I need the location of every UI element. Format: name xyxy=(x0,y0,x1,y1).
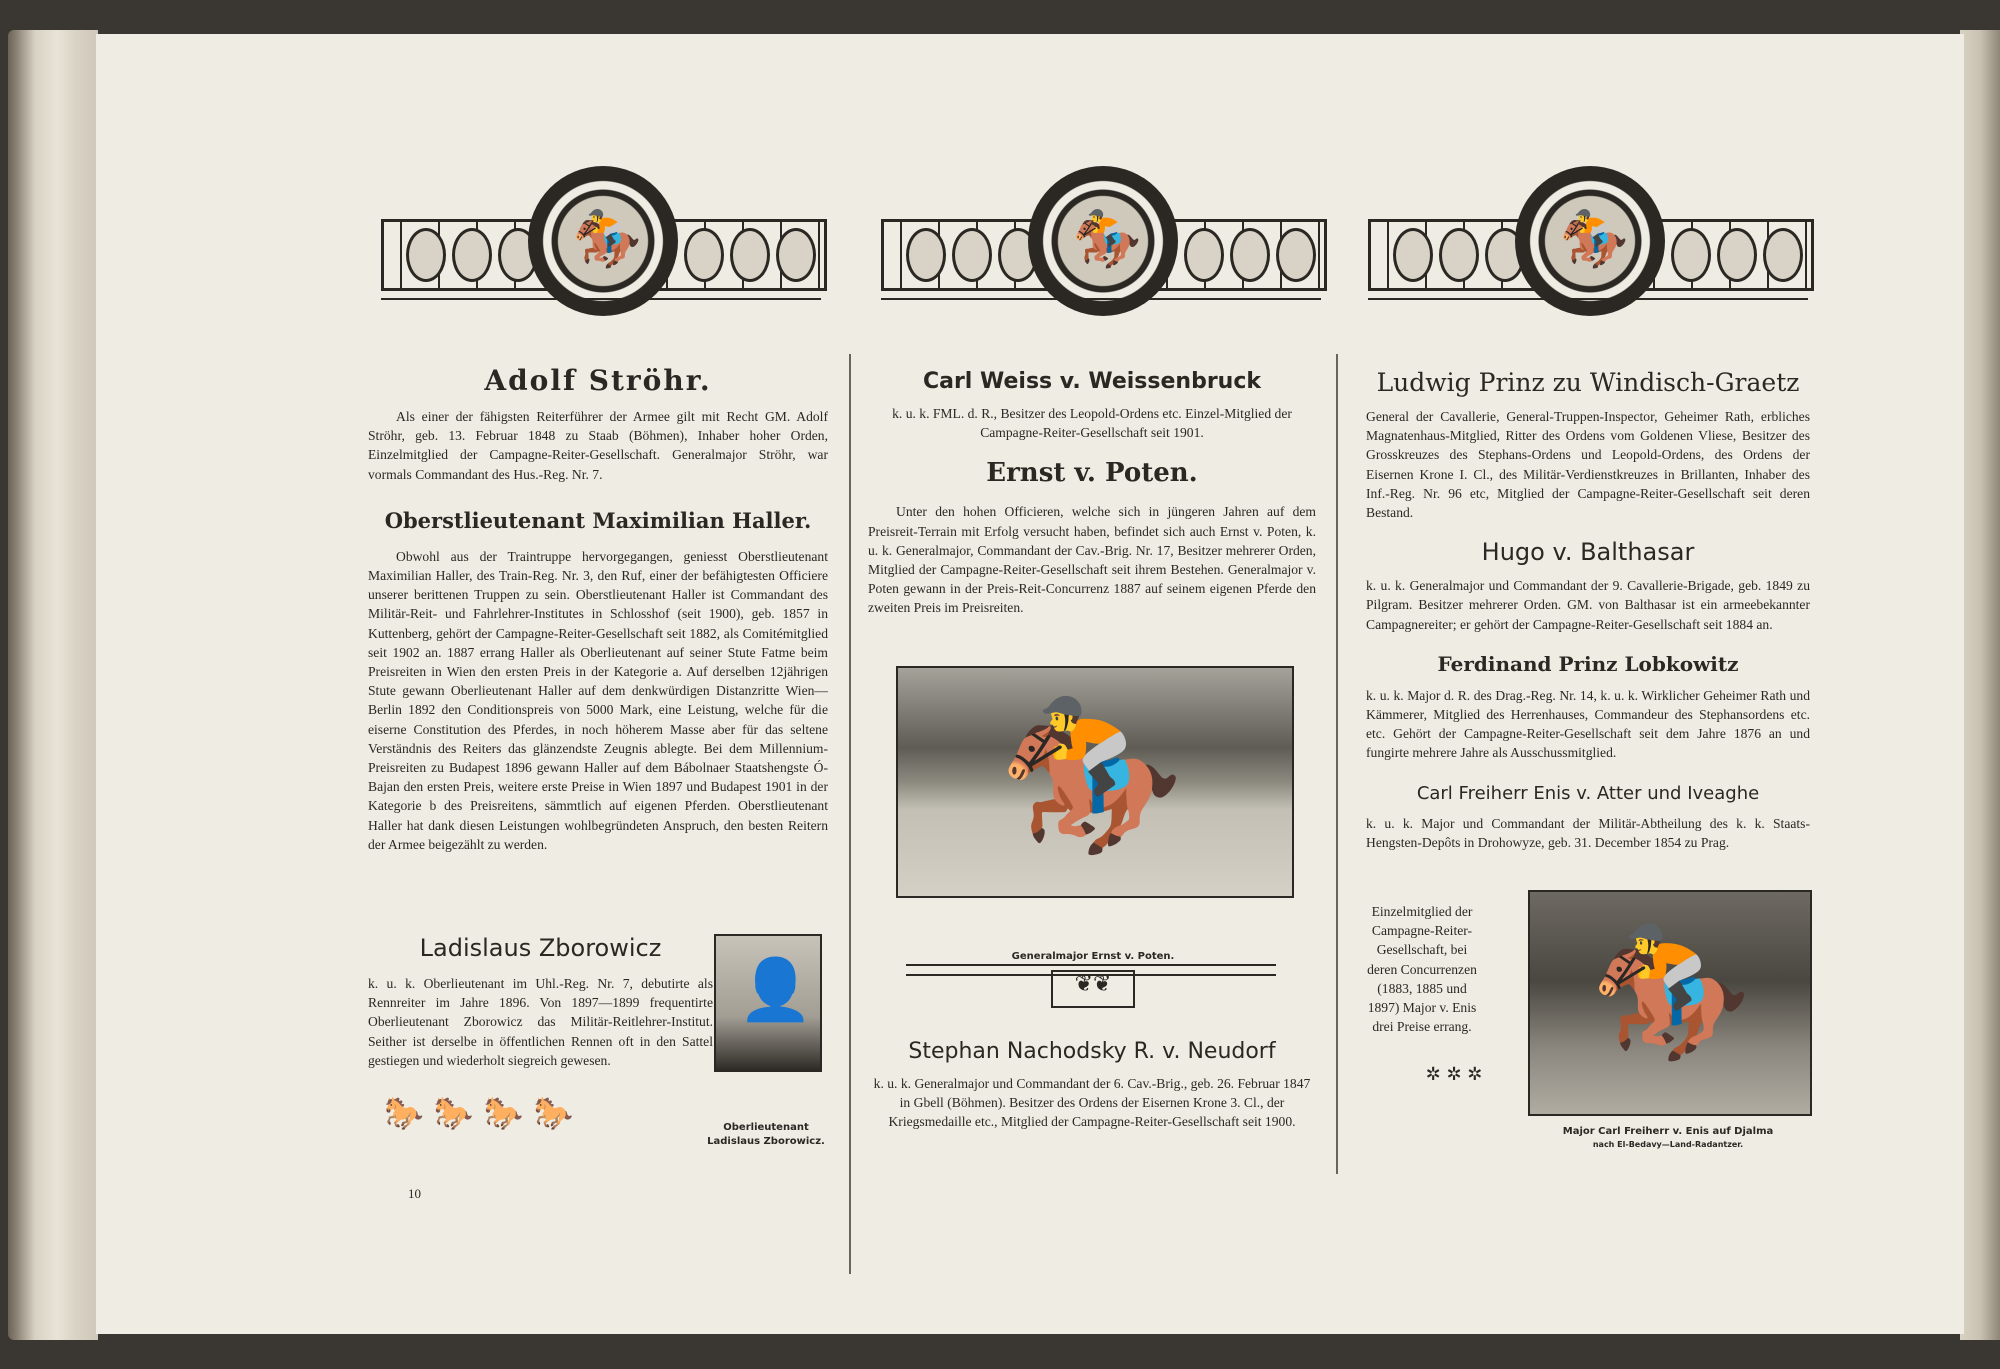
heading-maximilian-haller: Oberstlieutenant Maximilian Haller. xyxy=(384,507,812,533)
photo-carl-enis xyxy=(1528,890,1812,1116)
heading-stephan-nachodsky: Stephan Nachodsky R. v. Neudorf xyxy=(908,1039,1276,1064)
enis-side-text xyxy=(1366,902,1478,1036)
text-carl-enis-a: k. u. k. Major und Commandant der Militär-Abtheilung des k. k. Staats-Hengsten-Depôts in Drohowyze, geb. 31. December 1854 zu Prag. xyxy=(1366,815,1810,850)
header-ornament-1 xyxy=(381,207,827,291)
zborowicz-section xyxy=(368,934,713,1070)
column-2 xyxy=(868,369,1316,618)
heading-carl-enis: Carl Freiherr Enis v. Atter und Iveaghe xyxy=(1416,782,1760,804)
photo-zborowicz xyxy=(714,934,822,1072)
heading-ernst-poten: Ernst v. Poten. xyxy=(986,458,1198,489)
caption-zborowicz-1: Oberlieutenant xyxy=(723,1122,809,1133)
text-ernst-poten: Unter den hohen Officieren, welche sich in jüngeren Jahren auf dem Preisreit-Terrain mit Erfolg versucht haben, befindet sich auch Ernst v. Poten, k. u. k. Generalmajor, Commandant der Cav.-Brig. Nr. 17, Besitzer mehrerer Orden, Mitglied der Campagne-Reiter-Gesellschaft seit ihrem Bestehen. Generalmajor v. Poten gewann in der Preis-Reit-Concurrenz 1887 auf seinem eigenen Pferde den zweiten Preis im Preisreiten. xyxy=(868,504,1316,616)
portrait-icon: 👤 xyxy=(738,955,813,1025)
equestrian-crest-icon: 🏇 xyxy=(1515,166,1665,316)
horse-rider-icon: 🏇 xyxy=(998,689,1185,863)
leaf-ornament xyxy=(1051,970,1135,1008)
text-maximilian-haller: Obwohl aus der Traintruppe hervorgegangen, geniesst Oberstlieutenant Maximilian Haller, des Train-Reg. Nr. 3, den Ruf, einer der befähigtesten Officiere unserer berittenen Truppen zu sein. Oberstlieutenant Haller ist Commandant des Militär-Reit- und Fahrlehrer-Institutes in Schlosshof (seit 1900), geb. 1857 in Kuttenberg, gehört der Campagne-Reiter-Gesellschaft seit 1882, als Comitémitglied seit 1902 an. 1887 errang Haller als Oberlieutenant auf seiner Stute Fatme beim Preisreiten in Wien den ersten Preis in der Kategorie a. Auf derselben 12jährigen Stute gewann Oberlieutenant Haller auf dem denkwürdigen Distanzritte Wien—Berlin 1892 den Conditionspreis von 5000 Mark, eine Leistung, welche für die eiserne Constitution des Pferdes, in noch höherem Masse aber für das seltene Verständnis des Reiters das glänzendste Zeugnis ablegte. Bei dem Millennium-Preisreiten zu Budapest 1896 gewann Haller auf dem Bábolnaer Staatshengste Ó-Bajan den ersten Preis, weitere erste Preise in Wien 1897 und Budapest 1901 in der Kategorie b des Preisreitens, sämmtlich auf eigenen Pferden. Oberstlieutenant Haller hat dank diesen Leistungen wohlbegründeten Anspruch, den besten Reitern der Armee beigezählt zu werden. xyxy=(368,548,828,852)
leaf-icon: ❦ xyxy=(1093,972,1112,997)
horse-rider-icon: 🏇 xyxy=(1590,916,1752,1068)
book-page xyxy=(96,34,1964,1334)
heading-adolf-strohr: Adolf Ströhr. xyxy=(484,364,712,397)
nachodsky-section xyxy=(868,1039,1316,1132)
text-carl-enis-b: Einzelmitglied der Campagne-Reiter-Gesellschaft, bei deren Concurrenzen (1883, 1885 und 1897) Major v. Enis drei Preise errang. xyxy=(1367,904,1477,1035)
page-number: 10 xyxy=(408,1186,421,1201)
header-ornament-2 xyxy=(881,207,1327,291)
flower-icon: ✲ xyxy=(1425,1064,1441,1085)
column-1 xyxy=(368,364,828,854)
heading-carl-weiss: Carl Weiss v. Weissenbruck xyxy=(922,369,1262,394)
text-stephan-nachodsky: k. u. k. Generalmajor und Commandant der 6. Cav.-Brig., geb. 26. Februar 1847 in Gbell (Böhmen). Besitzer des Ordens der Eisernen Krone 3. Cl., der Kriegsmedaille etc., Mitglied der Campagne-Reiter-Gesellschaft seit 1900. xyxy=(873,1076,1311,1130)
text-adolf-strohr: Als einer der fähigsten Reiterführer der Armee gilt mit Recht GM. Adolf Ströhr, geb. 13. Februar 1848 zu Staab (Böhmen), Inhaber hoher Orden, Einzelmitglied der Campagne-Reiter-Gesellschaft. Generalmajor Ströhr, war vormals Commandant des Hus.-Reg. Nr. 7. xyxy=(368,409,828,482)
horses-frieze: 🐎🐎🐎🐎 xyxy=(384,1094,584,1132)
heading-ferdinand-lobkowitz: Ferdinand Prinz Lobkowitz xyxy=(1437,651,1739,676)
leaf-icon: ❦ xyxy=(1074,972,1093,997)
header-ornament-3 xyxy=(1368,207,1814,291)
column-divider-1 xyxy=(849,354,851,1274)
header-scroll-line-2 xyxy=(881,298,1321,300)
flower-icon: ✲ xyxy=(1467,1064,1483,1085)
flower-ornament xyxy=(1404,1064,1504,1092)
text-hugo-balthasar: k. u. k. Generalmajor und Commandant der 9. Cavallerie-Brigade, geb. 1849 zu Pilgram. Besitzer mehrerer Orden. GM. von Balthasar ist ein armeebekannter Campagnereiter; er gehört der Campagne-Reiter-Gesellschaft seit 1884 an. xyxy=(1366,578,1810,632)
heading-hugo-balthasar: Hugo v. Balthasar xyxy=(1481,538,1695,567)
equestrian-crest-icon: 🏇 xyxy=(528,166,678,316)
caption-ernst-poten: Generalmajor Ernst v. Poten. xyxy=(1011,951,1175,962)
text-carl-weiss: k. u. k. FML. d. R., Besitzer des Leopold-Ordens etc. Einzel-Mitglied der Campagne-Reiter-Gesellschaft seit 1901. xyxy=(892,406,1292,441)
header-scroll-line-3 xyxy=(1368,298,1808,300)
caption-carl-enis-1: Major Carl Freiherr v. Enis auf Djalma xyxy=(1562,1126,1774,1137)
caption-zborowicz-2: Ladislaus Zborowicz. xyxy=(707,1136,825,1147)
header-scroll-line-1 xyxy=(381,298,821,300)
text-ladislaus-zborowicz: k. u. k. Oberlieutenant im Uhl.-Reg. Nr. 7, debutirte als Rennreiter im Jahre 1896. Von 1897—1899 frequentirte Oberlieutenant Zborowicz das Militär-Reitlehrer-Institut. Seither ist derselbe in öffentlichen Rennen oft in den Sattel gestiegen und wiederholt siegreich gewesen. xyxy=(368,976,713,1068)
book-page-stack-right xyxy=(1960,30,2000,1340)
column-divider-2 xyxy=(1336,354,1338,1174)
column-3 xyxy=(1366,368,1810,852)
heading-ladislaus-zborowicz: Ladislaus Zborowicz xyxy=(419,934,662,962)
heading-ludwig-windisch-graetz: Ludwig Prinz zu Windisch-Graetz xyxy=(1376,368,1800,397)
book-page-stack-left xyxy=(8,30,98,1340)
text-ludwig-windisch-graetz: General der Cavallerie, General-Truppen-Inspector, Geheimer Rath, erbliches Magnatenhaus-Mitglied, Ritter des Ordens vom Goldenen Vliese, Besitzer des Grosskreuzes des Stephans-Ordens und Leopold-Ordens, des Ordens der Eisernen Krone I. Cl., des Militär-Verdienstkreuzes in Brillanten, Inhaber des Inf.-Reg. Nr. 96 etc, Mitglied der Campagne-Reiter-Gesellschaft seit deren Bestand. xyxy=(1366,409,1810,521)
photo-ernst-poten xyxy=(896,666,1294,898)
text-ferdinand-lobkowitz: k. u. k. Major d. R. des Drag.-Reg. Nr. 14, k. u. k. Wirklicher Geheimer Rath und Kämmerer, Mitglied des Herrenhauses, Commandeur des Stephansordens etc. etc. Gehört der Campagne-Reiter-Gesellschaft seit dem Jahre 1876 an und fungirte mehrere Jahre als Ausschussmitglied. xyxy=(1366,687,1810,761)
flower-icon: ✲ xyxy=(1446,1064,1462,1085)
equestrian-crest-icon: 🏇 xyxy=(1028,166,1178,316)
caption-carl-enis-2: nach El-Bedavy—Land-Radantzer. xyxy=(1592,1140,1744,1149)
